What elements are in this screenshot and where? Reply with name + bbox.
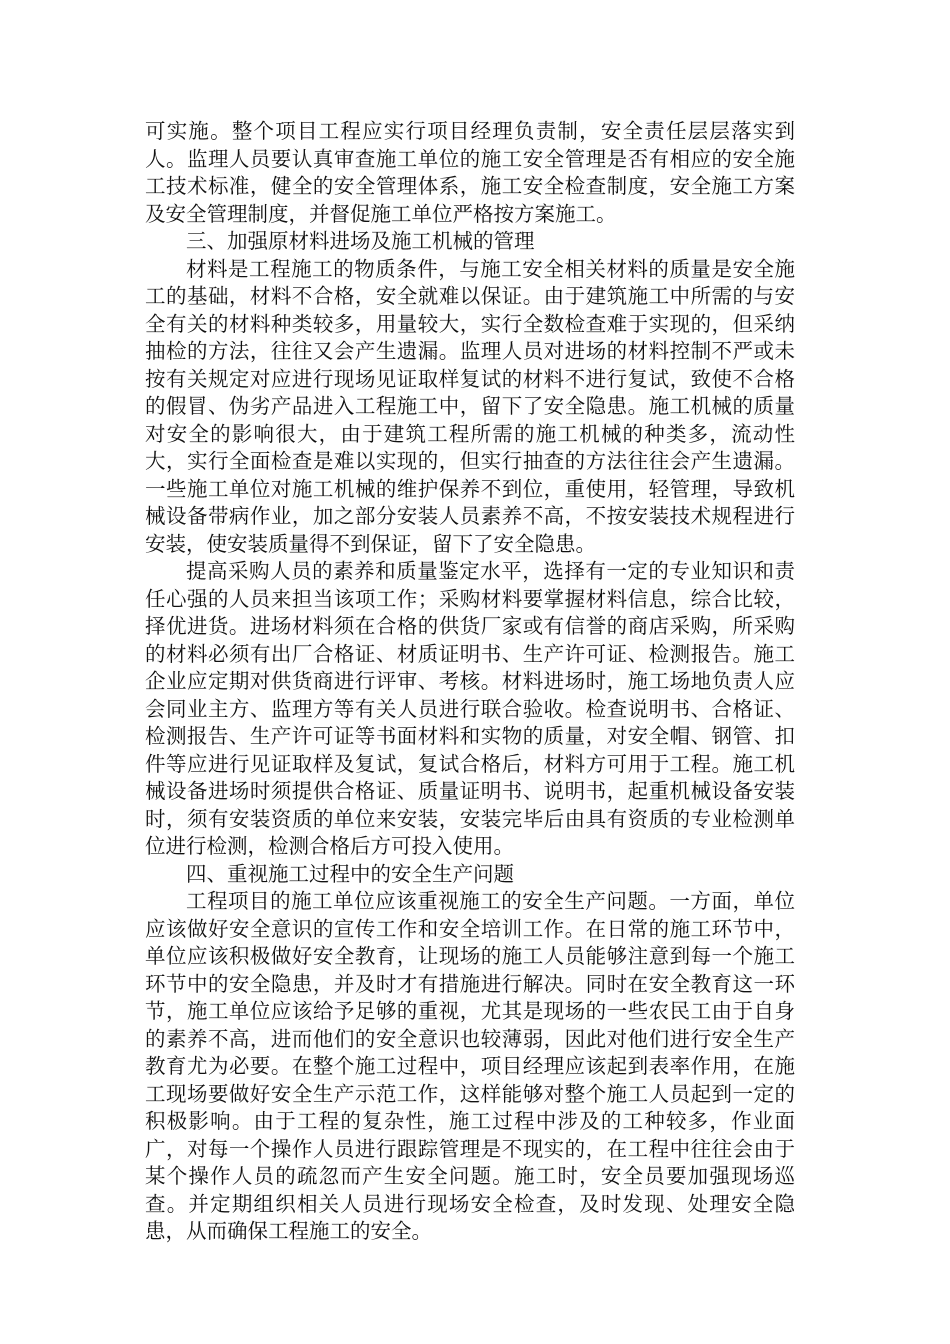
section-heading-4: 四、重视施工过程中的安全生产问题 xyxy=(186,861,514,886)
section-heading-3: 三、加强原材料进场及施工机械的管理 xyxy=(186,229,535,253)
document-body xyxy=(145,118,795,1246)
paragraph-safety-production: 工程项目的施工单位应该重视施工的安全生产问题。一方面，单位应该做好安全意识的宣传工作和安全培训工作。在日常的施工环节中，单位应该积极做好安全教育，让现场的施工人员能够注意到每一个施工环节中的安全隐患，并及时才有措施进行解决。同时在安全教育这一环节，施工单位应该给予足够的重视，尤其是现场的一些农民工由于自身的素养不高，进而他们的安全意识也较薄弱，因此对他们进行安全生产教育尤为必要。在整个施工过程中，项目经理应该起到表率作用，在施工现场要做好安全生产示范工作，这样能够对整个施工人员起到一定的积极影响。由于工程的复杂性，施工过程中涉及的工种较多，作业面广，对每一个操作人员进行跟踪管理是不现实的，在工程中往往会由于某个操作人员的疏忽而产生安全问题。施工时，安全员要加强现场巡查。并定期组织相关人员进行现场安全检查，及时发现、处理安全隐患，从而确保工程施工的安全。 xyxy=(145,889,795,1243)
paragraph-materials: 材料是工程施工的物质条件，与施工安全相关材料的质量是安全施工的基础，材料不合格，安全就难以保证。由于建筑施工中所需的与安全有关的材料种类较多，用量较大，实行全数检查难于实现的，但采纳抽检的方法，往往又会产生遗漏。监理人员对进场的材料控制不严或未按有关规定对应进行现场见证取样复试的材料不进行复试，致使不合格的假冒、伪劣产品进入工程施工中，留下了安全隐患。施工机械的质量对安全的影响很大，由于建筑工程所需的施工机械的种类多，流动性大，实行全面检查是难以实现的，但实行抽查的方法往往会产生遗漏。一些施工单位对施工机械的维护保养不到位，重使用，轻管理，导致机械设备带病作业，加之部分安装人员素养不高，不按安装技术规程进行安装，使安装质量得不到保证，留下了安全隐患。 xyxy=(145,256,795,556)
paragraph-procurement: 提高采购人员的素养和质量鉴定水平，选择有一定的专业知识和责任心强的人员来担当该项工作；采购材料要掌握材料信息，综合比较，择优进货。进场材料须在合格的供货厂家或有信誉的商店采购，所采购的材料必须有出厂合格证、材质证明书、生产许可证、检测报告。施工企业应定期对供货商进行评审、考核。材料进场时，施工场地负责人应会同业主方、监理方等有关人员进行联合验收。检查说明书、合格证、检测报告、生产许可证等书面材料和实物的质量，对安全帽、钢管、扣件等应进行见证取样及复试，复试合格后，材料方可用于工程。施工机械设备进场时须提供合格证、质量证明书、说明书，起重机械设备安装时，须有安装资质的单位来安装，安装完毕后由具有资质的专业检测单位进行检测，检测合格后方可投入使用。 xyxy=(145,559,795,858)
paragraph-continuation: 可实施。整个项目工程应实行项目经理负责制，安全责任层层落实到人。监理人员要认真审查施工单位的施工安全管理是否有相应的安全施工技术标准，健全的安全管理体系，施工安全检查制度，安全施工方案及安全管理制度，并督促施工单位严格按方案施工。 xyxy=(145,119,795,226)
